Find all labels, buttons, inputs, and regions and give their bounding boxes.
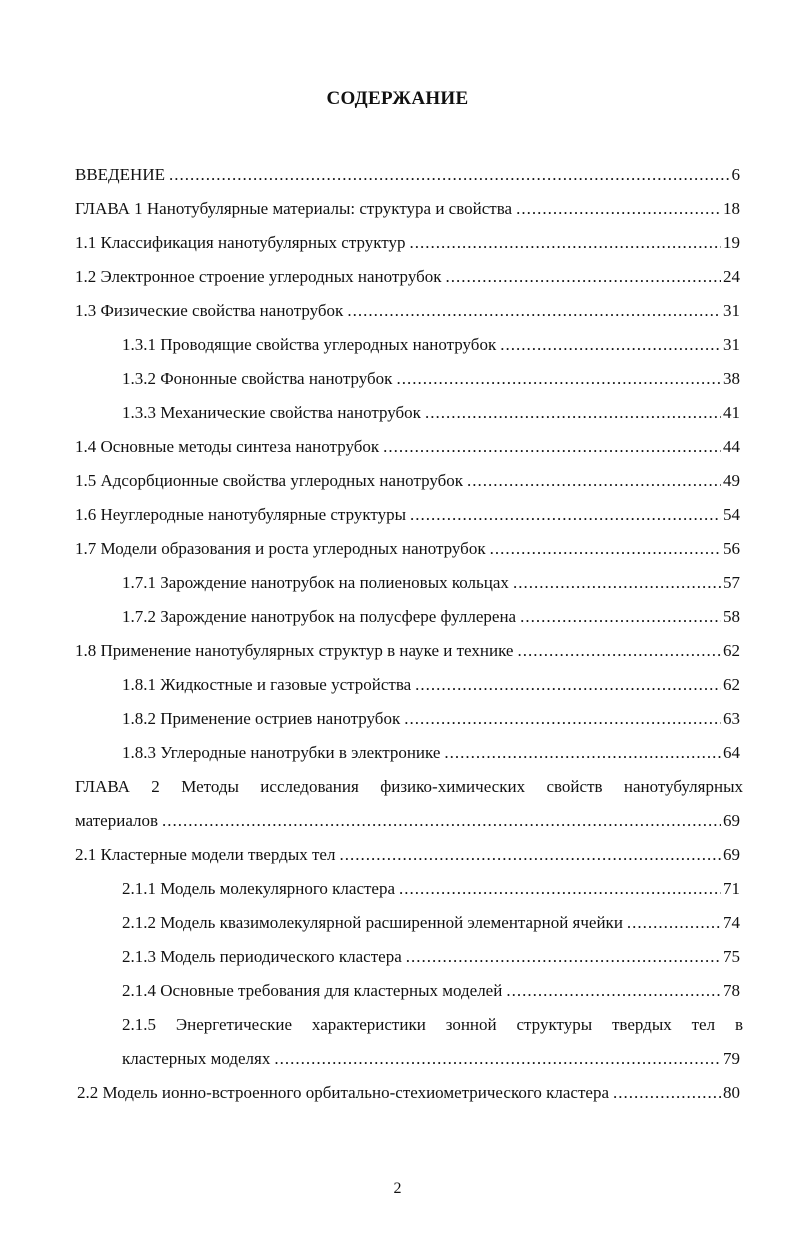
toc-entry-page: 79 (723, 1049, 740, 1068)
toc-entry-label: 1.3 Физические свойства нанотрубок (75, 301, 344, 320)
toc-entry-first-line[interactable]: ГЛАВА 2 Методы исследования физико-химических свойств нанотубулярных (75, 777, 743, 796)
dot-leader (404, 708, 721, 730)
toc-entry[interactable] (75, 220, 740, 254)
toc-entry-label: ГЛАВА 1 Нанотубулярные материалы: структура и свойства (75, 199, 513, 218)
dot-leader (500, 334, 721, 356)
toc-entry-label: 1.8 Применение нанотубулярных структур в науке и технике (75, 641, 514, 660)
toc-entry-label: 1.6 Неуглеродные нанотубулярные структуры (75, 505, 407, 524)
dot-leader (517, 640, 721, 662)
dot-leader (383, 436, 721, 458)
toc-subentry[interactable] (122, 696, 740, 730)
toc-entry-page: 54 (723, 505, 740, 524)
toc-entry-page: 24 (723, 267, 740, 286)
dot-leader (410, 232, 721, 254)
toc-entry-page: 31 (723, 335, 740, 354)
toc-entry-page: 69 (723, 845, 740, 864)
dot-leader (425, 402, 721, 424)
toc-subentry[interactable] (122, 390, 740, 424)
toc-entry[interactable] (75, 186, 740, 220)
toc-entry-page: 74 (723, 913, 740, 932)
dot-leader (399, 878, 721, 900)
toc-subentry[interactable] (122, 968, 740, 1002)
toc-entry-continuation[interactable] (75, 798, 740, 832)
toc-subentry-continuation[interactable] (122, 1036, 740, 1070)
toc-entry-page: 6 (731, 165, 740, 184)
dot-leader (513, 572, 721, 594)
dot-leader (613, 1082, 721, 1104)
page-title: СОДЕРЖАНИЕ (326, 88, 469, 109)
toc-entry-label: 1.2 Электронное строение углеродных нанотрубок (75, 267, 442, 286)
toc-entry-label: ВВЕДЕНИЕ (75, 165, 165, 184)
toc-subentry[interactable] (122, 730, 740, 764)
toc-entry[interactable] (75, 424, 740, 458)
toc-entry-page: 71 (723, 879, 740, 898)
toc-entry[interactable] (75, 832, 740, 866)
toc-entry-page: 57 (723, 573, 740, 592)
dot-leader (347, 300, 721, 322)
toc-entry-page: 44 (723, 437, 740, 456)
toc-entry-label: 1.1 Классификация нанотубулярных структур (75, 233, 406, 252)
dot-leader (406, 946, 721, 968)
toc-entry[interactable] (75, 492, 740, 526)
toc-entry-page: 31 (723, 301, 740, 320)
toc-entry-label: 1.4 Основные методы синтеза нанотрубок (75, 437, 380, 456)
toc-entry-label: 2.1.1 Модель молекулярного кластера (122, 879, 396, 898)
toc-entry-page: 62 (723, 675, 740, 694)
toc-entry-label: материалов (75, 811, 159, 830)
toc-entry-label: 1.8.1 Жидкостные и газовые устройства (122, 675, 412, 694)
toc-entry-page: 41 (723, 403, 740, 422)
toc-entry-label: 1.7.1 Зарождение нанотрубок на полиеновых кольцах (122, 573, 509, 592)
toc-entry-page: 38 (723, 369, 740, 388)
page-number: 2 (393, 1180, 402, 1197)
toc-entry-label: 1.8.3 Углеродные нанотрубки в электронике (122, 743, 441, 762)
toc-entry-label: 2.1.4 Основные требования для кластерных моделей (122, 981, 503, 1000)
toc-subentry[interactable] (122, 356, 740, 390)
toc-entry-page: 49 (723, 471, 740, 490)
toc-entry-label: 2.1.2 Модель квазимолекулярной расширенной элементарной ячейки (122, 913, 623, 932)
toc-entry[interactable] (75, 254, 740, 288)
dot-leader (520, 606, 721, 628)
toc-entry-page: 18 (723, 199, 740, 218)
toc-entry-label: 1.8.2 Применение остриев нанотрубок (122, 709, 401, 728)
toc-subentry[interactable] (122, 594, 740, 628)
toc-entry[interactable] (75, 288, 740, 322)
toc-subentry[interactable] (122, 866, 740, 900)
toc-entry[interactable] (75, 628, 740, 662)
toc-entry-page: 63 (723, 709, 740, 728)
toc-entry-page: 58 (723, 607, 740, 626)
toc-subentry[interactable] (122, 560, 740, 594)
dot-leader (339, 844, 721, 866)
toc-entry-page: 64 (723, 743, 740, 762)
dot-leader (446, 266, 721, 288)
toc-entry-label: 2.1 Кластерные модели твердых тел (75, 845, 336, 864)
toc-entry-label: 1.3.2 Фононные свойства нанотрубок (122, 369, 393, 388)
toc-entry-page: 80 (723, 1083, 740, 1102)
toc-entry-page: 75 (723, 947, 740, 966)
dot-leader (627, 912, 721, 934)
toc-entry-label: 1.5 Адсорбционные свойства углеродных нанотрубок (75, 471, 464, 490)
toc-subentry[interactable] (122, 934, 740, 968)
dot-leader (415, 674, 721, 696)
dot-leader (444, 742, 721, 764)
toc-entry[interactable] (75, 458, 740, 492)
dot-leader (410, 504, 721, 526)
toc-entry-label: 2.2 Модель ионно-встроенного орбитально-стехиометрического кластера (77, 1083, 609, 1102)
toc-entry-label: 2.1.3 Модель периодического кластера (122, 947, 402, 966)
dot-leader (467, 470, 721, 492)
dot-leader (516, 198, 721, 220)
toc-subentry[interactable] (122, 322, 740, 356)
toc-entry[interactable] (75, 152, 740, 186)
dot-leader (169, 164, 730, 186)
dot-leader (274, 1048, 721, 1070)
toc-entry-page: 19 (723, 233, 740, 252)
toc-entry-label: 1.3.3 Механические свойства нанотрубок (122, 403, 421, 422)
toc-entry-page: 78 (723, 981, 740, 1000)
dot-leader (506, 980, 721, 1002)
dot-leader (162, 810, 721, 832)
toc-entry-label: 1.7 Модели образования и роста углеродных нанотрубок (75, 539, 486, 558)
toc-subentry[interactable] (122, 662, 740, 696)
toc-entry-label: 1.7.2 Зарождение нанотрубок на полусфере фуллерена (122, 607, 517, 626)
dot-leader (396, 368, 721, 390)
toc-entry-label: кластерных моделях (122, 1049, 271, 1068)
toc-entry-page: 69 (723, 811, 740, 830)
toc-entry[interactable] (77, 1070, 740, 1104)
toc-subentry[interactable] (122, 900, 740, 934)
toc-entry[interactable] (75, 526, 740, 560)
toc-entry-page: 62 (723, 641, 740, 660)
toc-entry-page: 56 (723, 539, 740, 558)
toc-entry-label: 1.3.1 Проводящие свойства углеродных нанотрубок (122, 335, 497, 354)
dot-leader (490, 538, 721, 560)
toc-subentry-first-line[interactable]: 2.1.5 Энергетические характеристики зонной структуры твердых тел в (122, 1015, 743, 1034)
